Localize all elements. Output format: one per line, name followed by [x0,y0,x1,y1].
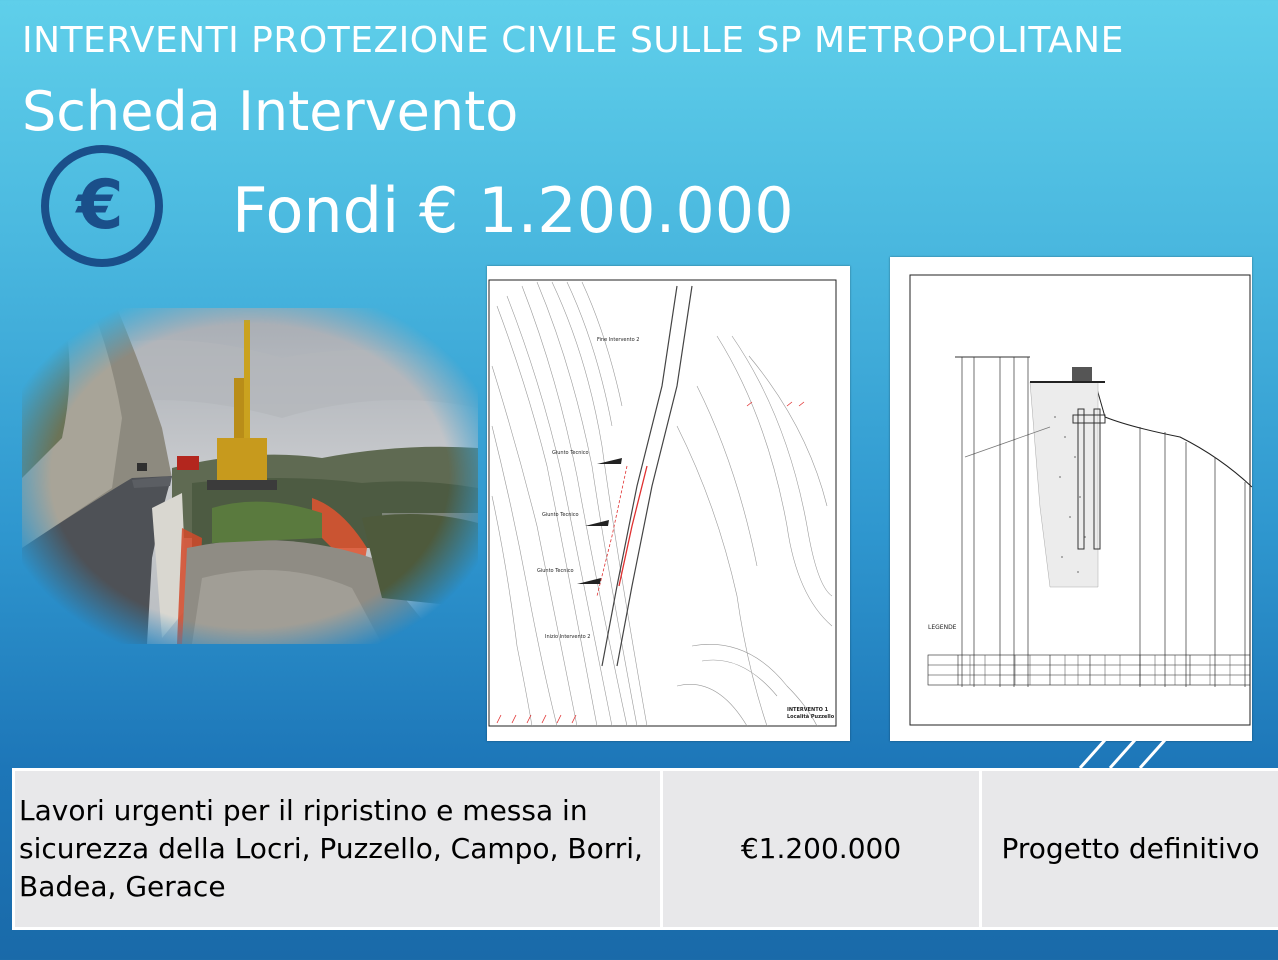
decorative-stripes [1070,738,1170,768]
table-row [14,770,1278,929]
euro-icon [40,144,164,268]
plan-drawing [487,266,850,741]
plan-label-joint-3: Giunto Tecnico [537,568,574,574]
plan-label-joint-1: Giunto Tecnico [552,450,589,456]
intervention-description: Lavori urgenti per il ripristino e messa in sicurezza della Locri, Puzzello, Campo, Borri, Badea, Gerace [14,770,662,929]
plan-label-intervention: INTERVENTO 1 [787,707,829,713]
intervention-table [12,768,1278,930]
slide-subtitle: Scheda Intervento [22,80,519,143]
plan-label-joint-2: Giunto Tecnico [542,512,579,518]
section-legend-label: LEGENDE [928,624,957,631]
slide-title: INTERVENTI PROTEZIONE CIVILE SULLE SP METROPOLITANE [22,20,1124,61]
plan-label-start: Inizio Intervento 2 [545,634,591,640]
euro-symbol: € [76,166,124,245]
section-drawing [890,257,1252,741]
funds-amount: Fondi € 1.200.000 [232,174,794,247]
plan-label-location: Località Puzzello [787,714,835,720]
intervention-status: Progetto definitivo [981,770,1278,929]
plan-label-end: Fine Intervento 2 [597,337,640,343]
site-photo [22,308,478,644]
intervention-amount: €1.200.000 [662,770,981,929]
